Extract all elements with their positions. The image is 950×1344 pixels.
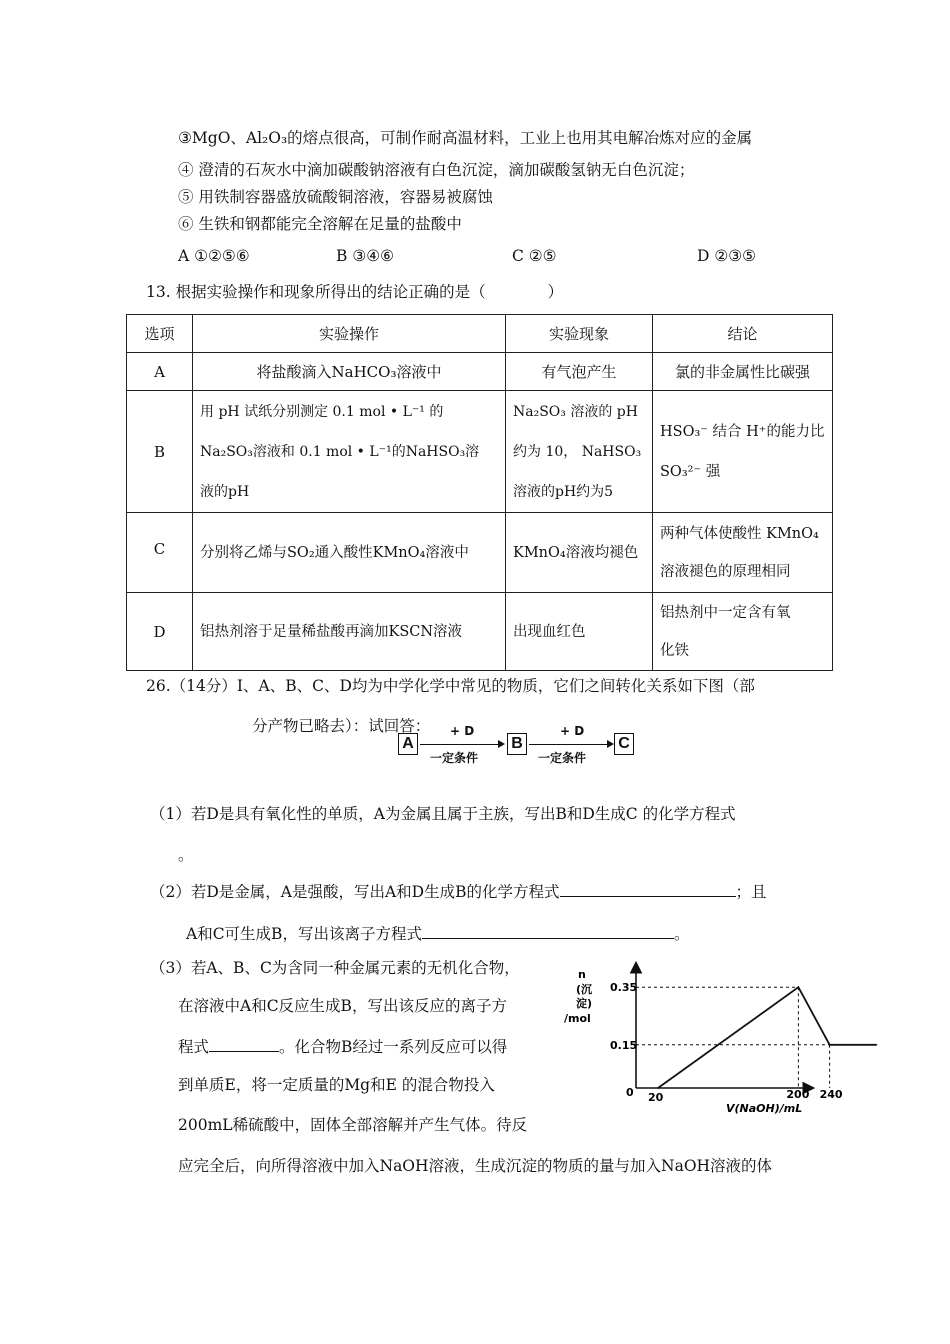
q26-part3-line1: （3）若A、B、C为含同一种金属元素的无机化合物， (150, 959, 520, 977)
q12-item-4: ④ 澄清的石灰水中滴加碳酸钠溶液有白色沉淀，滴加碳酸氢钠无白色沉淀； (178, 161, 695, 179)
data-point (657, 1087, 659, 1089)
x-axis-label: V(NaOH)/mL (726, 1102, 803, 1115)
row-b-phenomenon-line3: 溶液的pH约为5 (513, 483, 614, 500)
y-axis-label-part: /mol (564, 1012, 591, 1025)
row-b-phenomenon-line1: Na₂SO₃ 溶液的 pH (513, 403, 638, 420)
row-c-conclusion-line2: 溶液褪色的原理相同 (660, 563, 791, 580)
row-b-operation-line3: 液的pH (200, 483, 250, 500)
x-tick-label: 240 (819, 1088, 843, 1101)
data-series-line (658, 987, 876, 1088)
row-b-conclusion-line2: SO₃²⁻ 强 (660, 463, 721, 480)
q26-stem-cont: 分产物已略去）：试回答： (252, 717, 431, 735)
scheme-condition-1: 一定条件 (430, 751, 479, 765)
q26-part3-line2: 在溶液中A和C反应生成B，写出该反应的离子方 (178, 997, 507, 1015)
scheme-plus-d-2: + D (560, 724, 585, 738)
q26-part2-end: ；且 (735, 883, 767, 901)
scheme-arrow-2 (529, 744, 609, 745)
header-option: 选项 (127, 315, 193, 353)
arrowhead-icon (498, 740, 505, 748)
header-operation: 实验操作 (193, 315, 506, 353)
row-d-conclusion (653, 593, 833, 671)
x-tick-label: 0 (626, 1086, 634, 1099)
row-a-operation: 将盐酸滴入NaHCO₃溶液中 (193, 353, 506, 391)
y-axis-label-n: n (578, 968, 586, 981)
table-row (127, 593, 833, 671)
row-b-operation-line1: 用 pH 试纸分别测定 0.1 mol • L⁻¹ 的 (200, 403, 444, 420)
row-d-conclusion-line1: 铝热剂中一定含有氧 (660, 604, 791, 621)
answer-blank[interactable] (422, 922, 674, 939)
q26-part3-text-a: 程式 (178, 1038, 210, 1056)
q26-part3-line4: 到单质E，将一定质量的Mg和E 的混合物投入 (178, 1076, 495, 1094)
scheme-arrow-1 (420, 744, 500, 745)
q13-stem: 13. 根据实验操作和现象所得出的结论正确的是（ ） (146, 283, 564, 301)
y-axis-label (564, 982, 592, 1025)
row-c-option: C (127, 513, 193, 593)
row-c-operation: 分别将乙烯与SO₂通入酸性KMnO₄溶液中 (193, 513, 506, 593)
x-tick-label: 20 (648, 1091, 664, 1104)
q26-part1: （1）若D是具有氧化性的单质，A为金属且属于主族，写出B和D生成C 的化学方程式 (150, 805, 736, 823)
row-a-phenomenon: 有气泡产生 (506, 353, 653, 391)
table-header-row (127, 315, 833, 353)
row-b-conclusion-line1: HSO₃⁻ 结合 H⁺的能力比 (660, 423, 825, 440)
q12-item-6: ⑥ 生铁和钢都能完全溶解在足量的盐酸中 (178, 215, 462, 233)
precipitate-chart (560, 960, 843, 1122)
q12-option-d: D ②③⑤ (697, 247, 757, 265)
scheme-plus-d-1: + D (450, 724, 475, 738)
q12-option-b: B ③④⑥ (336, 247, 395, 265)
q12-item-5: ⑤ 用铁制容器盛放硫酸铜溶液，容器易被腐蚀 (178, 188, 493, 206)
answer-blank[interactable] (560, 880, 736, 897)
header-conclusion: 结论 (653, 315, 833, 353)
row-b-conclusion (653, 391, 833, 513)
table-row (127, 353, 833, 391)
header-phenomenon: 实验现象 (506, 315, 653, 353)
row-a-option: A (127, 353, 193, 391)
q26-part3-text-b: 。化合物B经过一系列反应可以得 (279, 1038, 508, 1056)
q12-option-c: C ②⑤ (512, 247, 557, 265)
q26-part2-text: （2）若D是金属，A是强酸，写出A和D生成B的化学方程式 (150, 883, 560, 901)
table-row (127, 513, 833, 593)
q12-option-a: A ①②⑤⑥ (178, 247, 250, 265)
data-point (829, 1044, 831, 1046)
y-axis-label-part: (沉 (576, 983, 593, 996)
row-d-conclusion-line2: 化铁 (660, 642, 689, 659)
q26-part3-line3 (178, 1035, 507, 1057)
q26-part2-line2 (186, 922, 689, 944)
experiment-table (126, 314, 833, 671)
q26-part3-line6: 应完全后，向所得溶液中加入NaOH溶液，生成沉淀的物质的量与加入NaOH溶液的体 (178, 1157, 773, 1175)
row-b-operation-line2: Na₂SO₃溶液和 0.1 mol • L⁻¹的NaHSO₃溶 (200, 443, 480, 460)
x-tick-label: 200 (786, 1088, 810, 1101)
q26-part3-line5: 200mL稀硫酸中，固体全部溶解并产生气体。待反 (178, 1116, 528, 1134)
data-point (876, 1044, 878, 1046)
row-d-operation: 铝热剂溶于足量稀盐酸再滴加KSCN溶液 (193, 593, 506, 671)
row-a-conclusion: 氯的非金属性比碳强 (653, 353, 833, 391)
row-c-phenomenon: KMnO₄溶液均褪色 (506, 513, 653, 593)
q26-stem: 26.（14分）Ⅰ、A、B、C、D均为中学化学中常见的物质，它们之间转化关系如下图（部 (146, 677, 755, 695)
row-c-conclusion-line1: 两种气体使酸性 KMnO₄ (660, 525, 819, 542)
q26-part2-line1 (150, 880, 767, 902)
y-axis-label-part: 淀) (576, 997, 593, 1010)
arrowhead-icon (607, 740, 614, 748)
scheme-box-c: C (614, 733, 634, 755)
scheme-box-b: B (507, 733, 527, 755)
q12-item-3: ③MgO、Al₂O₃的熔点很高，可制作耐高温材料，工业上也用其电解冶炼对应的金属 (178, 129, 753, 147)
row-b-phenomenon-line2: 约为 10， NaHSO₃ (513, 443, 642, 460)
q26-part1-end: 。 (178, 846, 194, 864)
scheme-condition-2: 一定条件 (538, 751, 587, 765)
row-b-option: B (127, 391, 193, 513)
scheme-box-a: A (398, 733, 418, 755)
q26-part2b-text: A和C可生成B，写出该离子方程式 (186, 925, 422, 943)
row-d-phenomenon: 出现血红色 (506, 593, 653, 671)
q26-part2b-end: 。 (673, 925, 690, 943)
row-b-operation (193, 391, 506, 513)
table-row (127, 391, 833, 513)
row-c-conclusion (653, 513, 833, 593)
row-b-phenomenon (506, 391, 653, 513)
y-tick-label: 0.35 (610, 981, 638, 995)
data-point (798, 986, 800, 988)
y-tick-label: 0.15 (610, 1038, 638, 1052)
answer-blank[interactable] (209, 1035, 279, 1052)
row-d-option: D (127, 593, 193, 671)
